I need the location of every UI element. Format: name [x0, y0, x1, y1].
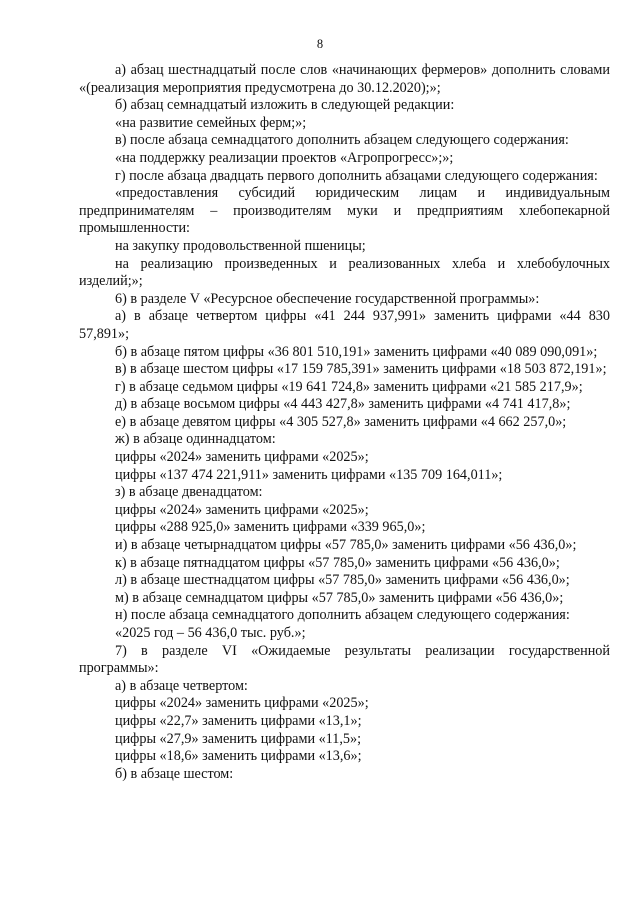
paragraph-6v: в) после абзаца семнадцатого дополнить абзацем следующего содержания: [115, 132, 569, 149]
section-v-zh-1: цифры «2024» заменить цифрами «2025»; [115, 449, 369, 466]
section-vi-b: б) в абзаце шестом: [115, 765, 234, 782]
section-v-i: и) в абзаце четырнадцатом цифры «57 785,0» заменить цифрами «56 436,0»; [115, 537, 577, 554]
section-v-n-text: «2025 год – 56 436,0 тыс. руб.»; [115, 625, 306, 641]
section-vi-heading: 7) в разделе VI «Ожидаемые результаты реализации государственной программы»: [79, 642, 610, 677]
section-vi-a: а) в абзаце четвертом: [115, 677, 248, 694]
section-v-d: д) в абзаце восьмом цифры «4 443 427,8» заменить цифрами «4 741 417,8»; [115, 396, 571, 413]
section-v-heading: 6) в разделе V «Ресурсное обеспечение государственной программы»: [115, 290, 540, 307]
paragraph-6g-wheat: на закупку продовольственной пшеницы; [115, 237, 366, 254]
section-v-k: к) в абзаце пятнадцатом цифры «57 785,0» заменить цифрами «56 436,0»; [115, 554, 560, 571]
section-v-v: в) в абзаце шестом цифры «17 159 785,391» заменить цифрами «18 503 872,191»; [115, 361, 607, 378]
section-v-e: е) в абзаце девятом цифры «4 305 527,8» заменить цифрами «4 662 257,0»; [115, 413, 567, 430]
section-vi-a-2: цифры «22,7» заменить цифрами «13,1»; [115, 712, 362, 729]
section-v-l: л) в абзаце шестнадцатом цифры «57 785,0» заменить цифрами «56 436,0»; [115, 572, 570, 589]
section-v-a: а) в абзаце четвертом цифры «41 244 937,991» заменить цифрами «44 830 57,891»; [79, 308, 610, 342]
paragraph-6g-text: «предоставления субсидий юридическим лицам и индивидуальным предпринимателям – производителям муки и предприятиям хлебопекарной промышленности: [79, 185, 610, 237]
paragraph-6g-bread: на реализацию произведенных и реализованных хлеба и хлебобулочных изделий;»; [79, 255, 610, 290]
paragraph-6b: б) абзац семнадцатый изложить в следующей редакции: [115, 97, 455, 114]
section-v-z-2: цифры «288 925,0» заменить цифрами «339 965,0»; [115, 519, 426, 536]
section-v-n: н) после абзаца семнадцатого дополнить абзацем следующего содержания: [115, 607, 570, 624]
section-vi-a-4: цифры «18,6» заменить цифрами «13,6»; [115, 748, 362, 765]
document-body [79, 62, 610, 783]
paragraph-6a: а) абзац шестнадцатый после слов «начинающих фермеров» дополнить словами «(реализация мероприятия предусмотрена до 30.12.2020);»; [79, 62, 610, 96]
section-v-g: г) в абзаце седьмом цифры «19 641 724,8» заменить цифрами «21 585 217,9»; [115, 378, 583, 395]
section-v-b: б) в абзаце пятом цифры «36 801 510,191» заменить цифрами «40 089 090,091»; [115, 343, 598, 360]
paragraph-6v-text: «на поддержку реализации проектов «Агропрогресс»;»; [115, 149, 454, 166]
paragraph-6b-text: «на развитие семейных ферм;»; [115, 114, 307, 131]
section-v-zh: ж) в абзаце одиннадцатом: [115, 431, 276, 448]
paragraph-6g: г) после абзаца двадцать первого дополнить абзацами следующего содержания: [115, 167, 598, 184]
section-v-m: м) в абзаце семнадцатом цифры «57 785,0» заменить цифрами «56 436,0»; [115, 589, 564, 606]
page-number: 8 [316, 37, 324, 51]
section-v-zh-2: цифры «137 474 221,911» заменить цифрами «135 709 164,011»; [115, 466, 503, 483]
section-vi-a-1: цифры «2024» заменить цифрами «2025»; [115, 695, 369, 712]
section-v-z-1: цифры «2024» заменить цифрами «2025»; [115, 501, 369, 518]
section-vi-a-3: цифры «27,9» заменить цифрами «11,5»; [115, 730, 362, 747]
section-v-z: з) в абзаце двенадцатом: [115, 484, 263, 501]
